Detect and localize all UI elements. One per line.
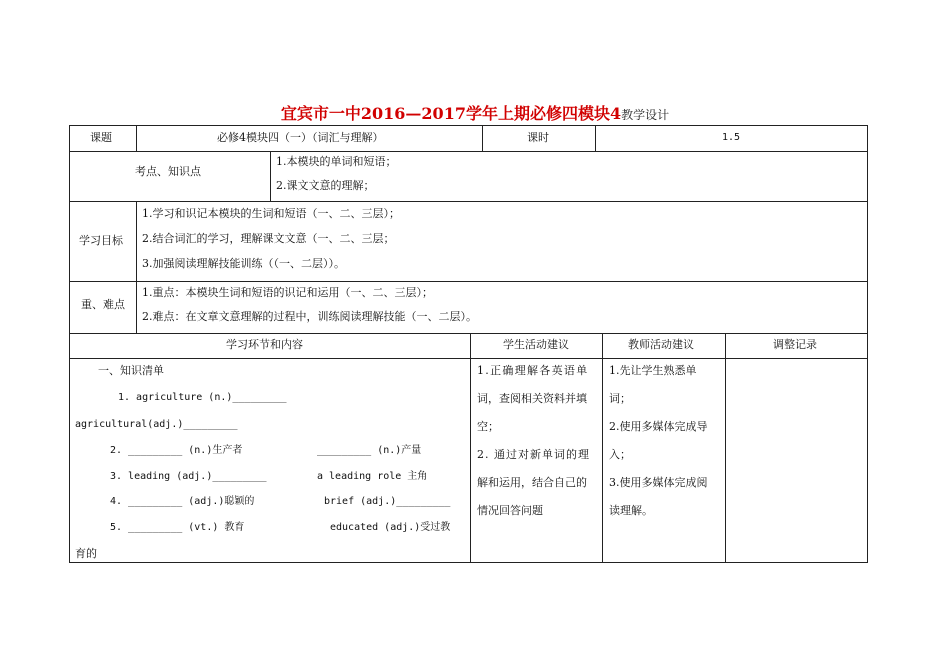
topic-value: 必修4模块四（一）（词汇与理解）: [217, 131, 384, 144]
vocab-line: educated (adj.)受过教: [330, 522, 451, 533]
knowledge-label: 考点、知识点: [135, 165, 201, 178]
header-teacher: 教师活动建议: [628, 338, 694, 351]
goals-label: 学习目标: [79, 234, 123, 247]
goal-item: 3.加强阅读理解技能训练（（一、二层））。: [142, 257, 345, 270]
row-divider: [69, 281, 868, 282]
key-points-label: 重、难点: [81, 298, 125, 311]
cell-divider: [595, 125, 596, 151]
cell-divider: [270, 151, 271, 201]
row-divider: [69, 358, 868, 359]
header-content: 学习环节和内容: [226, 338, 303, 351]
teacher-activity-line: 读理解。: [609, 504, 653, 517]
teacher-activity-line: 2.使用多媒体完成导: [609, 420, 708, 433]
goal-item: 2.结合词汇的学习，理解课文文意（一、二、三层；: [142, 232, 395, 245]
vocab-line: a leading role 主角: [317, 471, 428, 482]
goal-item: 1.学习和识记本模块的生词和短语（一、二、三层）；: [142, 207, 400, 220]
cell-divider: [136, 201, 137, 333]
document-title: [0, 104, 950, 125]
header-record: 调整记录: [773, 338, 817, 351]
vocab-line: 5. _________ (vt.) 教育: [110, 522, 245, 533]
row-divider: [69, 201, 868, 202]
vocab-line: agricultural(adj.)_________: [75, 419, 238, 430]
teacher-activity-line: 3.使用多媒体完成阅: [609, 476, 708, 489]
vocab-line: brief (adj.)_________: [324, 496, 451, 507]
teacher-activity-line: 1.先让学生熟悉单: [609, 364, 697, 377]
header-student: 学生活动建议: [503, 338, 569, 351]
cell-divider: [470, 333, 471, 563]
cell-divider: [725, 333, 726, 563]
student-activity-line: 空；: [477, 420, 499, 433]
vocab-line: _________ (n.)产量: [317, 445, 422, 456]
key-point-item: 2.难点：在文章文意理解的过程中，训练阅读理解技能（一、二层）。: [142, 310, 477, 323]
knowledge-item: 1.本模块的单词和短语；: [276, 155, 397, 168]
vocab-line: 4. _________ (adj.)聪颖的: [110, 496, 255, 507]
vocab-line: 育的: [75, 547, 97, 560]
student-activity-line: 1.正确理解各英语单: [477, 364, 589, 377]
student-activity-line: 词，查阅相关资料并填: [477, 392, 587, 405]
student-activity-line: 情况回答问题: [477, 504, 543, 517]
row-divider: [69, 151, 868, 152]
row-divider: [69, 333, 868, 334]
teacher-activity-line: 词；: [609, 392, 631, 405]
title-suffix: 教学设计: [621, 108, 670, 122]
student-activity-line: 2. 通过对新单词的理: [477, 448, 590, 461]
vocab-line: 1. agriculture (n.)_________: [118, 392, 287, 403]
topic-label: 课题: [90, 131, 112, 144]
cell-divider: [482, 125, 483, 151]
vocab-line: 3. leading (adj.)_________: [110, 471, 267, 482]
knowledge-item: 2.课文文意的理解；: [276, 179, 375, 192]
student-activity-line: 解和运用，结合自己的: [477, 476, 587, 489]
key-point-item: 1.重点：本模块生词和短语的识记和运用（一、二、三层）；: [142, 286, 433, 299]
title-main: 宜宾市一中2016—2017学年上期必修四模块4: [280, 104, 622, 123]
cell-divider: [136, 125, 137, 151]
period-value: 1.5: [722, 132, 741, 143]
teacher-activity-line: 入；: [609, 448, 631, 461]
period-label: 课时: [527, 131, 549, 144]
vocab-line: 2. _________ (n.)生产者: [110, 445, 243, 456]
section-heading: 一、知识清单: [98, 364, 164, 377]
cell-divider: [602, 333, 603, 563]
